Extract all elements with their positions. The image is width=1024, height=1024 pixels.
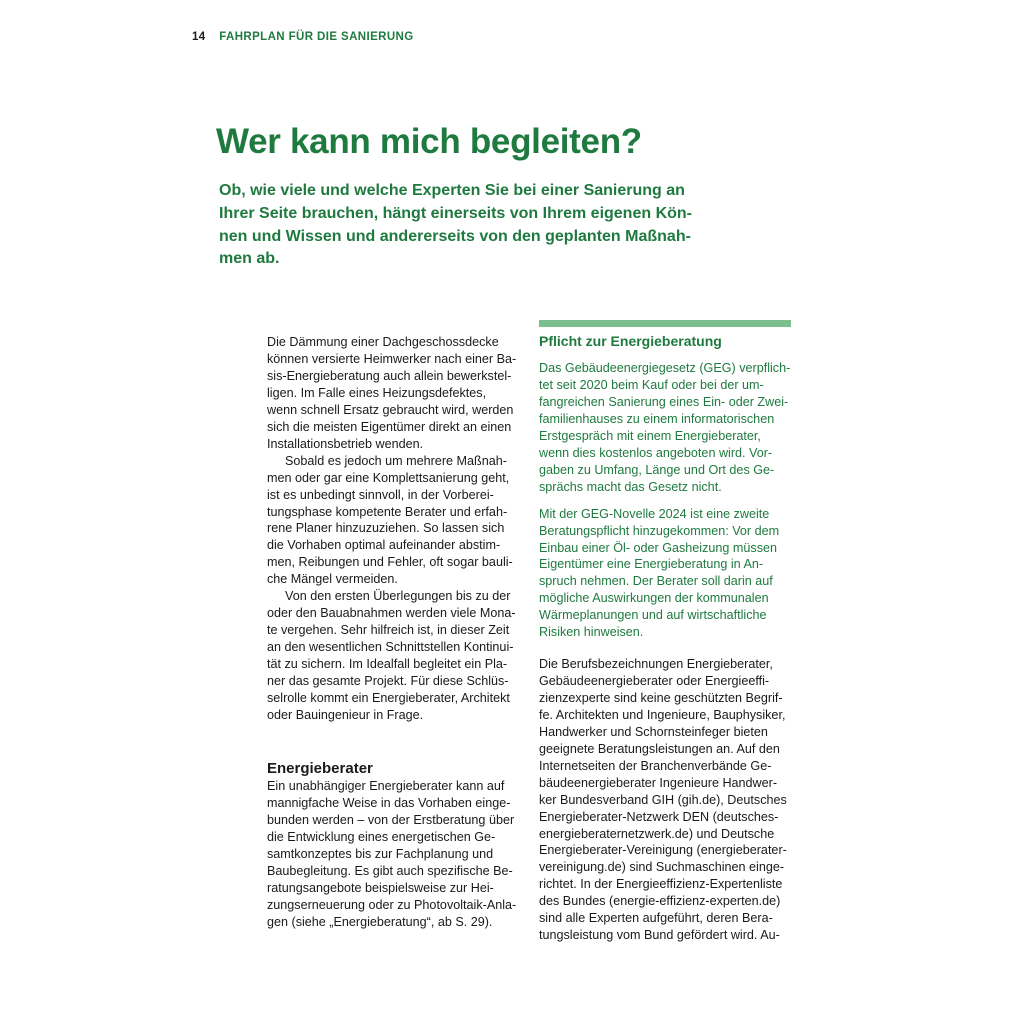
text-line: gen (siehe „Energieberatung“, ab S. 29). (267, 914, 493, 929)
text-line: Erstgespräch mit einem Energieberater, (539, 428, 761, 443)
lead-line: Ob, wie viele und welche Experten Sie bei einer Sanierung an (219, 182, 685, 199)
text-line: Von den ersten Überlegungen bis zu der (285, 589, 511, 604)
text-line: Die Berufsbezeichnungen Energieberater, (539, 657, 773, 671)
box-paragraph-novelle (539, 506, 794, 642)
text-line: Einbau einer Öl- oder Gasheizung müssen (539, 540, 778, 555)
text-line: men, Reibungen und Fehler, oft sogar bauli- (267, 555, 513, 570)
text-line: Handwerker und Schornsteinfeger bieten (539, 724, 768, 739)
lead-line: nen und Wissen und andererseits von den geplanten Maßnah- (219, 227, 691, 245)
text-line: zungserneuerung oder zu Photovoltaik-Anla- (267, 897, 517, 912)
text-line: fe. Architekten und Ingenieure, Bauphysiker, (539, 707, 786, 722)
text-line: tät zu sichern. Im Idealfall begleitet ein Pla- (267, 657, 508, 672)
text-line: Sobald es jedoch um mehrere Maßnah- (285, 453, 507, 468)
text-line: mannigfache Weise in das Vorhaben einge- (267, 795, 511, 810)
text-line: Die Dämmung einer Dachgeschossdecke (267, 335, 499, 349)
box-accent-bar (539, 320, 791, 327)
text-line: spruch nehmen. Der Berater soll darin auf (539, 574, 773, 589)
subheading-energieberater: Energieberater (267, 759, 373, 777)
text-line: Das Gebäudeenergiegesetz (GEG) verpflich- (539, 361, 791, 375)
text-line: Beratungspflicht hinzugekommen: Vor dem (539, 523, 780, 538)
text-line: die Vorhaben optimal aufeinander abstim- (267, 538, 501, 553)
text-line: können versierte Heimwerker nach einer Ba- (267, 351, 517, 366)
paragraph-planung (267, 588, 522, 724)
text-line: Internetseiten der Branchenverbände Ge- (539, 758, 772, 773)
page-number: 14 (192, 31, 206, 43)
text-line: Gebäudeenergieberater oder Energieeffi- (539, 673, 770, 688)
text-line: sprächs macht das Gesetz nicht. (539, 479, 722, 494)
text-line: Ein unabhängiger Energieberater kann auf (267, 778, 505, 793)
paragraph-sanierung (267, 453, 522, 589)
text-line: geeignete Beratungsleistungen an. Auf den (539, 741, 780, 756)
text-line: wenn schnell Ersatz gebraucht wird, werden (267, 402, 514, 417)
text-line: Installationsbetrieb wenden. (267, 436, 424, 451)
text-line: bäudeenergieberater Ingenieure Handwer- (539, 775, 778, 790)
text-line: Energieberater-Vereinigung (energieberater- (539, 843, 787, 858)
text-line: Baubegleitung. Es gibt auch spezifische Be- (267, 863, 513, 878)
text-line: oder Bauingenieur in Frage. (267, 707, 424, 722)
box-title: Pflicht zur Energieberatung (539, 333, 722, 349)
lead-line: men ab. (219, 250, 280, 268)
info-box-text (539, 360, 794, 641)
text-line: Energieberater-Netzwerk DEN (deutsches- (539, 809, 779, 824)
text-line: ratungsangebote beispielsweise zur Hei- (267, 880, 494, 895)
text-line: sind alle Experten aufgeführt, deren Bera- (539, 911, 773, 926)
text-line: ner das gesamte Projekt. Für diese Schlüs- (267, 674, 509, 689)
text-line: Risiken hinweisen. (539, 625, 644, 640)
left-column (267, 334, 522, 931)
text-line: men oder gar eine Komplettsanierung geht, (267, 470, 510, 485)
text-line: bunden werden – von der Erstberatung über (267, 812, 515, 827)
text-line: ist es unbedingt sinnvoll, in der Vorberei- (267, 487, 494, 502)
text-line: energieberaternetzwerk.de) und Deutsche (539, 826, 775, 841)
text-line: an den wesentlichen Schnittstellen Kontinui- (267, 640, 514, 655)
paragraph-energieberater (267, 778, 522, 931)
text-line: sich die meisten Eigentümer direkt an einen (267, 419, 512, 434)
text-line: che Mängel vermeiden. (267, 572, 398, 587)
text-line: mögliche Auswirkungen der kommunalen (539, 591, 769, 606)
text-line: te vergehen. Sehr hilfreich ist, in dieser Zeit (267, 623, 510, 638)
lead-paragraph (219, 180, 739, 271)
text-line: des Bundes (energie-effizienz-experten.de) (539, 894, 781, 909)
text-line: gaben zu Umfang, Länge und Ort des Ge- (539, 462, 775, 477)
right-column-text (539, 656, 794, 944)
text-line: sis-Energieberatung auch allein bewerkstel- (267, 368, 512, 383)
text-line: richtet. In der Energieeffizienz-Expertenliste (539, 877, 783, 892)
text-line: ligen. Im Falle eines Heizungsdefektes, (267, 385, 487, 400)
text-line: tungsphase kompetente Berater und erfah- (267, 504, 508, 519)
text-line: familienhauses zu einem informatorischen (539, 411, 775, 426)
text-line: Eigentümer eine Energieberatung in An- (539, 557, 764, 572)
text-line: samtkonzeptes bis zur Fachplanung und (267, 846, 494, 861)
text-line: zienzexperte sind keine geschützten Begrif- (539, 690, 783, 705)
text-line: vereinigung.de) sind Suchmaschinen einge- (539, 860, 785, 875)
section-title: FAHRPLAN FÜR DIE SANIERUNG (219, 31, 414, 43)
lead-line: Ihrer Seite brauchen, hängt einerseits von Ihrem eigenen Kön- (219, 204, 692, 222)
text-line: wenn dies kostenlos angeboten wird. Vor- (539, 445, 773, 460)
text-line: die Entwicklung eines energetischen Ge- (267, 829, 496, 844)
text-line: fangreichen Sanierung eines Ein- oder Zwei- (539, 394, 789, 409)
text-line: ker Bundesverband GIH (gih.de), Deutsches (539, 792, 787, 807)
text-line: Mit der GEG-Novelle 2024 ist eine zweite (539, 506, 770, 521)
text-line: rene Planer hinzuzuziehen. So lassen sich (267, 521, 505, 536)
text-line: tungsleistung vom Bund gefördert wird. Au- (539, 928, 780, 943)
running-head (192, 31, 414, 43)
text-line: oder den Bauabnahmen werden viele Mona- (267, 606, 516, 621)
paragraph-intro (267, 334, 522, 453)
text-line: selrolle kommt ein Energieberater, Architekt (267, 691, 510, 706)
text-line: Wärmeplanungen und auf wirtschaftliche (539, 608, 767, 623)
text-line: tet seit 2020 beim Kauf oder bei der um- (539, 377, 764, 392)
page-title: Wer kann mich begleiten? (216, 122, 642, 161)
box-paragraph-geg (539, 360, 794, 496)
